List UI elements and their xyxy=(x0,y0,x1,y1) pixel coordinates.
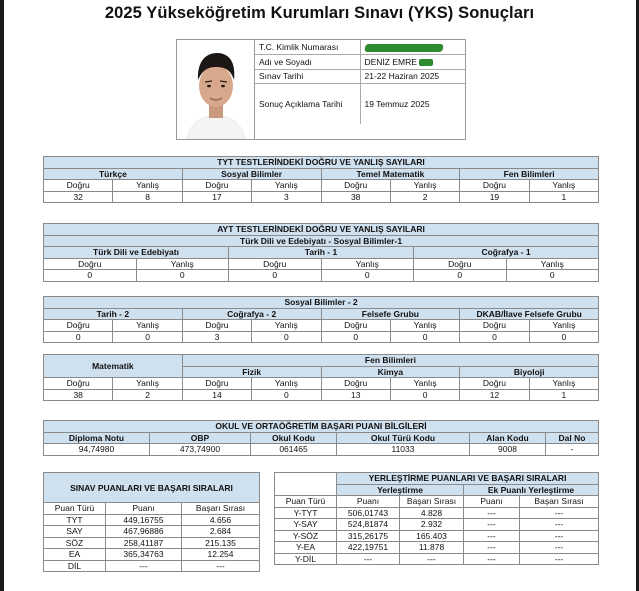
ayt-subject: Fizik xyxy=(182,366,321,378)
ayt-subject: Tarih - 1 xyxy=(229,247,414,259)
cell: --- xyxy=(464,507,520,519)
label-dogru: Doğru xyxy=(44,180,113,192)
ayt-subject: DKAB/İlave Felsefe Grubu xyxy=(460,308,599,320)
tyt-value: 38 xyxy=(321,191,390,203)
cell: --- xyxy=(464,530,520,542)
page-title: 2025 Yükseköğretim Kurumları Sınavı (YKS) Sonuçları xyxy=(104,4,535,22)
ayt-value: 0 xyxy=(460,331,529,343)
cell: 2.684 xyxy=(182,526,260,538)
ayt-value: 12 xyxy=(460,389,529,401)
ayt-value: 0 xyxy=(529,331,598,343)
cell: --- xyxy=(520,519,599,531)
cell: 4.656 xyxy=(182,514,260,526)
ayt-value: 0 xyxy=(113,331,182,343)
ayt-subject: Biyoloji xyxy=(460,366,599,378)
candidate-photo xyxy=(177,40,255,139)
ayt-table-group1 xyxy=(43,223,599,282)
ayt-value: 14 xyxy=(182,389,251,401)
placement-table xyxy=(274,472,599,565)
ayt-subject: Coğrafya - 2 xyxy=(182,308,321,320)
ayt-value: 0 xyxy=(44,331,113,343)
ayt-value: 0 xyxy=(321,270,414,282)
cell: 4.828 xyxy=(400,507,464,519)
cell: --- xyxy=(520,507,599,519)
placement-col: Puan Türü xyxy=(275,496,337,508)
label-dogru: Doğru xyxy=(460,320,529,332)
value-name-cell xyxy=(360,55,465,70)
cell: 422,19751 xyxy=(337,542,400,554)
label-exam-date: Sınav Tarihi xyxy=(255,69,360,84)
table-row xyxy=(44,560,260,572)
ayt-subject: Türk Dili ve Edebiyatı xyxy=(44,247,229,259)
label-dogru: Doğru xyxy=(44,378,113,390)
ayt-value: 13 xyxy=(321,389,390,401)
obp-value: 473,74900 xyxy=(150,444,251,456)
scores-header: SINAV PUANLARI VE BAŞARI SIRALARI xyxy=(44,473,260,503)
label-dogru: Doğru xyxy=(182,180,251,192)
cell: Y-SAY xyxy=(275,519,337,531)
obp-table xyxy=(43,420,599,456)
ayt-subject: Kimya xyxy=(321,366,460,378)
table-row xyxy=(275,553,599,565)
obp-col: Okul Kodu xyxy=(251,432,337,444)
table-row xyxy=(275,530,599,542)
redaction-mark xyxy=(364,44,443,52)
cell: --- xyxy=(520,553,599,565)
label-yanlis: Yanlış xyxy=(113,180,182,192)
scores-col: Başarı Sırası xyxy=(182,503,260,515)
tyt-value: 3 xyxy=(252,191,321,203)
label-tc: T.C. Kimlik Numarası xyxy=(255,40,360,55)
tyt-value: 19 xyxy=(460,191,529,203)
cell: DİL xyxy=(44,560,106,572)
ayt-value: 0 xyxy=(321,331,390,343)
ayt-value: 38 xyxy=(44,389,113,401)
label-dogru: Doğru xyxy=(44,320,113,332)
label-yanlis: Yanlış xyxy=(252,378,321,390)
ayt-group1-title: Türk Dili ve Edebiyatı - Sosyal Bilimler-1 xyxy=(44,235,599,247)
ayt-math-title: Matematik xyxy=(44,355,183,378)
cell: Y-DİL xyxy=(275,553,337,565)
scores-col: Puanı xyxy=(106,503,182,515)
cell: Y-SÖZ xyxy=(275,530,337,542)
ayt-value: 0 xyxy=(414,270,507,282)
label-yanlis: Yanlış xyxy=(252,180,321,192)
placement-sub: Yerleştirme xyxy=(337,484,464,496)
label-dogru: Doğru xyxy=(321,320,390,332)
ayt-value: 0 xyxy=(252,331,321,343)
cell: 467,96886 xyxy=(106,526,182,538)
scores-col: Puan Türü xyxy=(44,503,106,515)
cell: TYT xyxy=(44,514,106,526)
tyt-subject: Sosyal Bilimler xyxy=(182,168,321,180)
value-name: DENİZ EMRE xyxy=(364,56,417,67)
obp-value: 9008 xyxy=(470,444,546,456)
placement-corner xyxy=(275,473,337,496)
label-dogru: Doğru xyxy=(321,180,390,192)
tyt-subject: Temel Matematik xyxy=(321,168,460,180)
label-yanlis: Yanlış xyxy=(529,180,598,192)
placement-col: Başarı Sırası xyxy=(400,496,464,508)
cell: 365,34763 xyxy=(106,549,182,561)
cell: --- xyxy=(182,560,260,572)
ayt-value: 0 xyxy=(390,331,459,343)
value-tc-redacted xyxy=(360,40,465,55)
cell: --- xyxy=(106,560,182,572)
label-dogru: Doğru xyxy=(44,258,137,270)
label-dogru: Doğru xyxy=(414,258,507,270)
obp-header: OKUL VE ORTAÖĞRETİM BAŞARI PUANI BİLGİLERİ xyxy=(44,421,599,433)
table-row xyxy=(44,526,260,538)
ayt-value: 0 xyxy=(506,270,599,282)
ayt-value: 2 xyxy=(113,389,182,401)
candidate-info xyxy=(255,40,465,139)
cell: --- xyxy=(520,542,599,554)
table-row xyxy=(275,507,599,519)
scores-table xyxy=(43,472,260,572)
label-dogru: Doğru xyxy=(182,378,251,390)
label-dogru: Doğru xyxy=(460,180,529,192)
label-yanlis: Yanlış xyxy=(390,320,459,332)
placement-col: Başarı Sırası xyxy=(520,496,599,508)
cell: SAY xyxy=(44,526,106,538)
obp-value: - xyxy=(546,444,599,456)
obp-value: 061465 xyxy=(251,444,337,456)
ayt-value: 3 xyxy=(182,331,251,343)
cell: --- xyxy=(464,519,520,531)
cell: 2.932 xyxy=(400,519,464,531)
cell: EA xyxy=(44,549,106,561)
candidate-photo-image xyxy=(177,40,255,139)
tyt-value: 32 xyxy=(44,191,113,203)
cell: Y-EA xyxy=(275,542,337,554)
ayt-subject: Felsefe Grubu xyxy=(321,308,460,320)
label-yanlis: Yanlış xyxy=(529,320,598,332)
ayt-value: 0 xyxy=(44,270,137,282)
label-yanlis: Yanlış xyxy=(136,258,229,270)
table-row xyxy=(275,542,599,554)
tyt-value: 2 xyxy=(390,191,459,203)
tyt-header: TYT TESTLERİNDEKİ DOĞRU VE YANLIŞ SAYILARI xyxy=(44,157,599,169)
label-dogru: Doğru xyxy=(229,258,322,270)
placement-col: Puanı xyxy=(464,496,520,508)
value-result-date: 19 Temmuz 2025 xyxy=(364,98,430,109)
label-dogru: Doğru xyxy=(321,378,390,390)
label-name: Adı ve Soyadı xyxy=(255,55,360,70)
cell: --- xyxy=(520,530,599,542)
cell: --- xyxy=(400,553,464,565)
tyt-subject: Türkçe xyxy=(44,168,183,180)
ayt-group2-title: Sosyal Bilimler - 2 xyxy=(44,297,599,309)
candidate-info-box xyxy=(176,39,466,140)
table-row xyxy=(275,519,599,531)
cell: 506,01743 xyxy=(337,507,400,519)
ayt-table-group3 xyxy=(43,354,599,401)
cell: --- xyxy=(464,553,520,565)
label-yanlis: Yanlış xyxy=(113,378,182,390)
label-yanlis: Yanlış xyxy=(390,180,459,192)
obp-value: 11033 xyxy=(337,444,470,456)
cell: 315,26175 xyxy=(337,530,400,542)
ayt-subject: Coğrafya - 1 xyxy=(414,247,599,259)
cell: 258,41187 xyxy=(106,537,182,549)
cell: Y-TYT xyxy=(275,507,337,519)
redaction-mark xyxy=(419,59,433,66)
cell: 215.135 xyxy=(182,537,260,549)
cell: SÖZ xyxy=(44,537,106,549)
obp-col: OBP xyxy=(150,432,251,444)
ayt-header: AYT TESTLERİNDEKİ DOĞRU VE YANLIŞ SAYILARI xyxy=(44,224,599,236)
tyt-value: 1 xyxy=(529,191,598,203)
label-dogru: Doğru xyxy=(182,320,251,332)
label-yanlis: Yanlış xyxy=(252,320,321,332)
placement-sub: Ek Puanlı Yerleştirme xyxy=(464,484,599,496)
label-yanlis: Yanlış xyxy=(321,258,414,270)
cell: 449,16755 xyxy=(106,514,182,526)
ayt-value: 0 xyxy=(390,389,459,401)
ayt-fen-title: Fen Bilimleri xyxy=(182,355,598,367)
ayt-value: 1 xyxy=(529,389,598,401)
placement-header: YERLEŞTİRME PUANLARI VE BAŞARI SIRALARI xyxy=(337,473,599,485)
table-row xyxy=(44,537,260,549)
placement-col: Puanı xyxy=(337,496,400,508)
ayt-value: 0 xyxy=(229,270,322,282)
cell: 11.878 xyxy=(400,542,464,554)
cell: 524,81874 xyxy=(337,519,400,531)
cell: 12.254 xyxy=(182,549,260,561)
ayt-value: 0 xyxy=(252,389,321,401)
ayt-subject: Tarih - 2 xyxy=(44,308,183,320)
cell: --- xyxy=(464,542,520,554)
value-exam-date: 21-22 Haziran 2025 xyxy=(360,69,465,84)
label-yanlis: Yanlış xyxy=(529,378,598,390)
ayt-table-group2 xyxy=(43,296,599,343)
label-dogru: Doğru xyxy=(460,378,529,390)
tyt-value: 8 xyxy=(113,191,182,203)
label-result-date: Sonuç Açıklama Tarihi xyxy=(255,84,360,124)
ayt-value: 0 xyxy=(136,270,229,282)
obp-col: Alan Kodu xyxy=(470,432,546,444)
table-row xyxy=(44,514,260,526)
obp-col: Diploma Notu xyxy=(44,432,150,444)
tyt-subject: Fen Bilimleri xyxy=(460,168,599,180)
label-yanlis: Yanlış xyxy=(390,378,459,390)
window-frame-left xyxy=(0,0,4,591)
obp-col: Okul Türü Kodu xyxy=(337,432,470,444)
tyt-value: 17 xyxy=(182,191,251,203)
table-row xyxy=(44,549,260,561)
label-yanlis: Yanlış xyxy=(113,320,182,332)
obp-col: Dal No xyxy=(546,432,599,444)
obp-value: 94,74980 xyxy=(44,444,150,456)
label-yanlis: Yanlış xyxy=(506,258,599,270)
cell: 165.403 xyxy=(400,530,464,542)
tyt-table xyxy=(43,156,599,203)
cell: --- xyxy=(337,553,400,565)
